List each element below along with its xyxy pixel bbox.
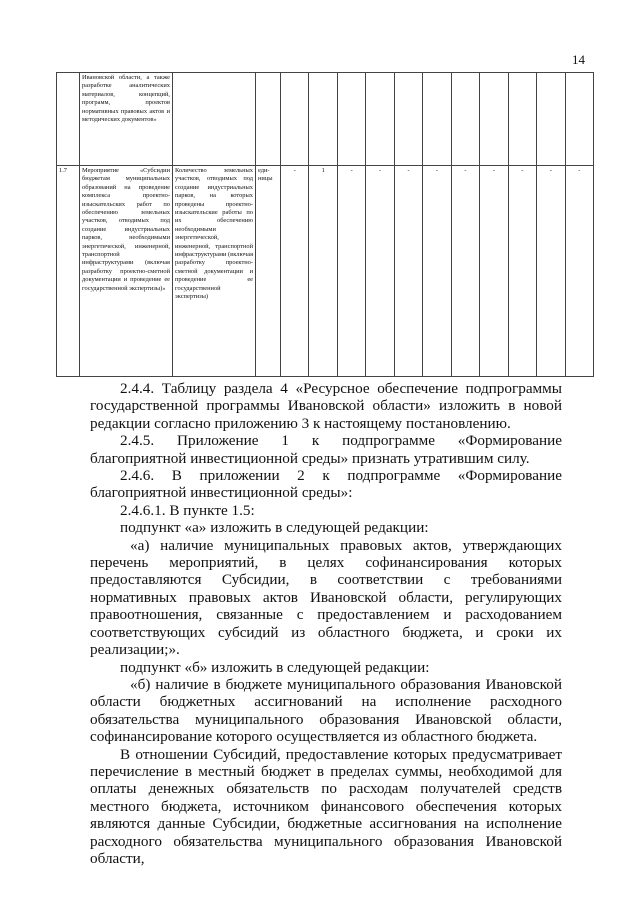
table-cell: [173, 73, 256, 166]
paragraph-subpoint-b-intro: подпункт «б» изложить в следующей редакции:: [120, 658, 430, 676]
table-cell: [337, 73, 365, 166]
table-cell-measure: Мероприятие «Субсидии бюджетам муниципальных образований на проведение комплекса проектно-изыскательских работ по обеспечению земельных участков, отводимых под создание индустриальных парков, необходимыми энергетической, инженерной, транспортной инфраструктурами (включая разработку проектно-сметной документации и проведение ее государственной экспертизы)»: [80, 166, 173, 377]
table-cell: [57, 73, 80, 166]
table-row: [57, 166, 594, 377]
document-body: [90, 380, 562, 867]
table-cell: [256, 73, 281, 166]
table-cell-value: -: [480, 166, 508, 377]
table-cell-value: 1: [309, 166, 337, 377]
table-cell: [508, 73, 536, 166]
table-cell: [281, 73, 309, 166]
table-cell: [451, 73, 479, 166]
table-cell-value: -: [394, 166, 422, 377]
table-cell-value: -: [451, 166, 479, 377]
table-cell: [423, 73, 451, 166]
table-cell: [537, 73, 565, 166]
table-cell-indicator: Количество земельных участков, отводимых под создание индустриальных парков, на которых проведены проектно-изыскательские работы по их обеспечению необходимыми энергетической, инженерной, транспортной инфраструктурами (включая разработку проектно-сметной документации и проведение ее государственной экспертизы): [173, 166, 256, 377]
table-cell-value: -: [565, 166, 593, 377]
page-number: 14: [572, 52, 585, 67]
table-cell: [480, 73, 508, 166]
table-cell-description: Ивановской области, а также разработке аналитических материалов, концепций, программ, проектов нормативных правовых актов и методических документов»: [80, 73, 173, 166]
table-row: [57, 73, 594, 166]
table-cell-unit: еди-ницы: [256, 166, 281, 377]
paragraph-subpoint-b: «б) наличие в бюджете муниципального образования Ивановской области бюджетных ассигнований на исполнение расходного обязательства муниципального образования Ивановской области, софинансирование которого осуществляется из областного бюджета.: [90, 675, 562, 746]
table-cell: [394, 73, 422, 166]
table-cell-value: -: [537, 166, 565, 377]
table-cell-value: -: [337, 166, 365, 377]
table-cell-value: -: [508, 166, 536, 377]
indicators-table: [56, 72, 594, 377]
paragraph-subpoint-a-intro: подпункт «а» изложить в следующей редакции:: [120, 519, 429, 537]
table-cell: [565, 73, 593, 166]
paragraph-2-4-4: 2.4.4. Таблицу раздела 4 «Ресурсное обеспечение подпрограммы государственной программы Ивановской области» изложить в новой редакции согласно приложению 3 к настоящему постановлению.: [90, 380, 562, 432]
table-cell-value: -: [423, 166, 451, 377]
paragraph-subsidies: В отношении Субсидий, предоставление которых предусматривает перечисление в местный бюджет в пределах суммы, необходимой для оплаты денежных обязательств по расходам получателей средств местного бюджета, источником финансового обеспечения которых являются данные Субсидии, бюджетные ассигнования на исполнение расходного обязательства муниципального образования Ивановской области,: [90, 745, 562, 867]
paragraph-2-4-6-1: 2.4.6.1. В пункте 1.5:: [120, 501, 255, 519]
table-cell: [366, 73, 394, 166]
paragraph-subpoint-a: «а) наличие муниципальных правовых актов, утверждающих перечень мероприятий, в целях софинансирования которых предоставляются Субсидии, в соответствии с требованиями нормативных правовых актов Ивановской области, регулирующих правоотношения, связанные с предоставлением и расходованием соответствующих субсидий из областного бюджета, и сроки их реализации;».: [90, 536, 562, 659]
table-cell-number: 1.7: [57, 166, 80, 377]
table-cell: [309, 73, 337, 166]
paragraph-2-4-5: 2.4.5. Приложение 1 к подпрограмме «Формирование благоприятной инвестиционной среды» признать утратившим силу.: [90, 432, 562, 467]
paragraph-2-4-6: 2.4.6. В приложении 2 к подпрограмме «Формирование благоприятной инвестиционной среды»:: [90, 467, 562, 502]
table-cell-value: -: [366, 166, 394, 377]
table-cell-value: -: [281, 166, 309, 377]
